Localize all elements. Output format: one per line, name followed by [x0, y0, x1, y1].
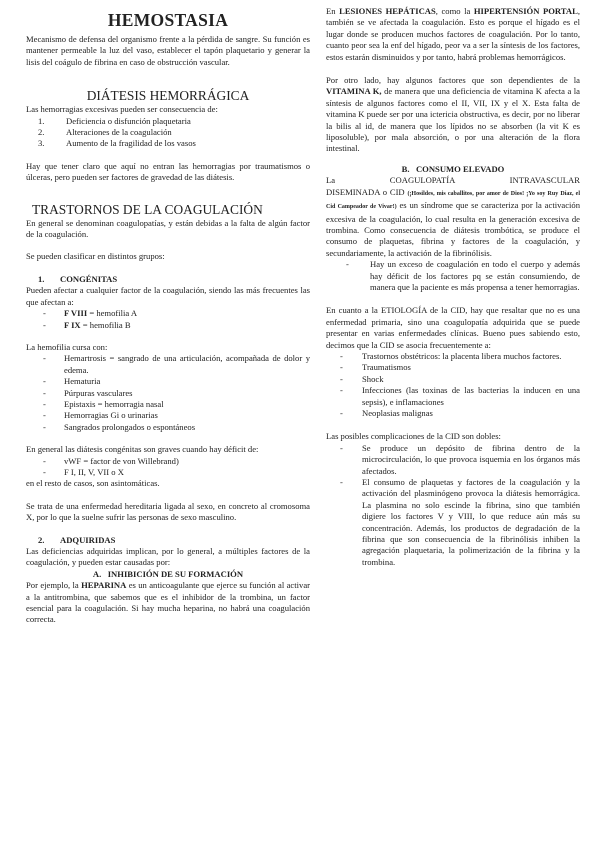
inhibicion-heading: A. INHIBICIÓN DE SU FORMACIÓN [92, 568, 244, 579]
list-item: 3. Aumento de la fragilidad de los vasos [38, 138, 196, 149]
etiologia-list [326, 351, 580, 419]
hemofilia-list [26, 353, 310, 433]
list-item: - Sangrados prolongados o espontáneos [43, 421, 196, 432]
list-item: - F IX = hemofilia B [43, 319, 131, 330]
grupos-text: Se pueden clasificar en distintos grupos: [26, 251, 165, 262]
complicaciones-lead: Las posibles complicaciones de la CID son dobles: [326, 431, 501, 442]
right-column [326, 6, 580, 568]
congenitas-heading: 1. CONGÉNITAS [38, 273, 118, 284]
list-item: 1. Deficiencia o disfunción plaquetaria [38, 115, 191, 126]
list-item: - Shock [340, 373, 384, 384]
cid-paragraph: DISEMINADA o CID (¡Hosildes, mis caballitos, por amor de Dios! ¡Yo soy Ruy Díaz, el Cid Campeador de Vivar!) es un síndrome que se caracteriza por la activación excesiva de la coagulación, lo cual resulta en la generación excesiva de trombina. Como consecuencia de diátesis trombótica, se produce el consumo de plaquetas, fibrina y factores de la coagulación, y secundariamente, la activación de la fibrinólisis. [326, 186, 580, 258]
list-item: - F VIII = hemofilia A [43, 308, 138, 319]
list-item: - Se produce un depósito de fibrina dentro de la microcirculación, lo que provoca isquemia en los órganos más afectados. [340, 442, 580, 476]
trastornos-heading: TRASTORNOS DE LA COAGULACIÓN [32, 201, 263, 217]
congenitas-intro: Pueden afectar a cualquier factor de la coagulación, siendo las más frecuentes las que afectan a: [26, 285, 310, 307]
cid-list [326, 259, 580, 293]
list-item: - Hematuria [43, 376, 101, 387]
list-item: - Traumatismos [340, 362, 411, 373]
list-item: 2. Alteraciones de la coagulación [38, 127, 172, 138]
list-item: - Neoplasias malignas [340, 408, 433, 418]
list-item: - Púrpuras vasculares [43, 387, 133, 398]
cid-line: La COAGULOPATÍA INTRAVASCULAR [326, 175, 580, 186]
list-item: - Hay un exceso de coagulación en todo el cuerpo y además hay déficit de los factores pq se están consumiendo, de manera que la paciente es más propensa a tener hemorragias. [346, 259, 580, 292]
diatesis-note: Hay que tener claro que aquí no entran las hemorragias por traumatismos o úlceras, pero pueden ser factores de gravedad de las diátesis. [26, 160, 310, 183]
graves-tail: en el resto de casos, son asintomáticas. [26, 478, 160, 489]
trastornos-intro: En general se denominan coagulopatías, y están debidas a la falta de algún factor de la coagulación. [26, 217, 310, 240]
graves-lead: En general las diátesis congénitas son graves cuando hay déficit de: [26, 444, 259, 455]
page-title: HEMOSTASIA [107, 10, 229, 30]
list-item: - Infecciones (las toxinas de las bacterias la inducen en una sepsis), e inflamaciones [340, 385, 580, 407]
hereditaria-paragraph: Se trata de una enfermedad hereditaria ligada al sexo, en concreto al cromosoma X, por lo que la suelne sufrir las personas de sexo masculino. [26, 500, 310, 523]
list-item: - Trastornos obstétricos: la placenta libera muchos factores. [340, 350, 562, 361]
hemofilia-lead: La hemofilia cursa con: [26, 341, 108, 352]
diatesis-list [26, 116, 310, 150]
factor-list [26, 308, 310, 331]
complicaciones-list [326, 443, 580, 568]
heparina-paragraph: Por ejemplo, la HEPARINA es un anticoagulante que ejerce su función al activar a la antitrombina, que sabemos que es el inhibidor de la trombina, un factor esencial para la coagulación. Si hay mucha heparina, no habrá una coagulación correcta. [26, 580, 310, 625]
adquiridas-intro: Las deficiencias adquiridas implican, por lo general, a múltiples factores de la coagulación, y pueden estar causadas por: [26, 546, 310, 568]
etiologia-paragraph: En cuanto a la ETIOLOGÍA de la CID, hay que resaltar que no es una enfermedad primaria, sino una coagulopatía adquirida que se puede presentar en varias enfermedades clínicas. Bueno pues sabiendo esto, decimos que la CID se asocia frecuentemente a: [326, 305, 580, 350]
list-item: - Hemartrosis = sangrado de una articulación, acompañada de dolor y edema. [43, 353, 310, 375]
graves-list [26, 456, 310, 479]
hepaticas-paragraph: En LESIONES HEPÁTICAS, como la HIPERTENSIÓN PORTAL, también se ve afectada la coagulación. Esto es porque el hígado es el lugar donde se producen muchos factores de coagulación. Por lo tanto, cuanto peor sea la enf del hígado, peor va a ser la síntesis de los factores, estos estarán disminuidos y por tanto, habrá problemas hemorrágicos. [326, 6, 580, 62]
list-item: - F I, II, V, VII o X [43, 466, 124, 477]
diatesis-lead: Las hemorragias excesivas pueden ser consecuencia de: [26, 104, 218, 115]
intro-paragraph: Mecanismo de defensa del organismo frente a la pérdida de sangre. Su función es mantener permeable la luz del vaso, establecer el tapón plaquetario y generar la lisis del coágulo de fibrina en caso de obstrucción vascular. [26, 34, 310, 67]
adquiridas-heading: 2. ADQUIRIDAS [38, 534, 116, 545]
left-column [26, 6, 310, 626]
diatesis-heading: DIÁTESIS HEMORRÁGICA [86, 88, 250, 104]
consumo-heading: B. CONSUMO ELEVADO [401, 163, 505, 174]
list-item: - Hemorragias Gi o urinarias [43, 410, 158, 421]
list-item: - Epistaxis = hemorragia nasal [43, 398, 164, 409]
list-item: - vWF = factor de von Willebrand) [43, 455, 179, 466]
list-item: - El consumo de plaquetas y factores de la coagulación y la activación del plasminógeno provoca la diátesis hemorrágica. La plasmina no solo escinde la fibrina, sino que también digiere los factores V y VIII, lo que reduce aún más su concentración. Además, los productos de degradación de la fibrina que son consecuencia de la fibrinólisis inhiben la agregación plaquetaria, la polimerización de la fibrina y la trombina. [340, 477, 580, 567]
vitamina-k-paragraph: Por otro lado, hay algunos factores que son dependientes de la VITAMINA K, de manera que una deficiencia de vitamina K afecta a la síntesis de algunos factores como el II, VII, IX y el X. Esta falta de vitamina K puede ser por una ictericia obstructiva, es decir, por no liberar la bilis al id, de manera que los lípidos no se absorben (la vit K es liposoluble), por mala absorción, o por una alteración de la flora intestinal. [326, 75, 580, 154]
